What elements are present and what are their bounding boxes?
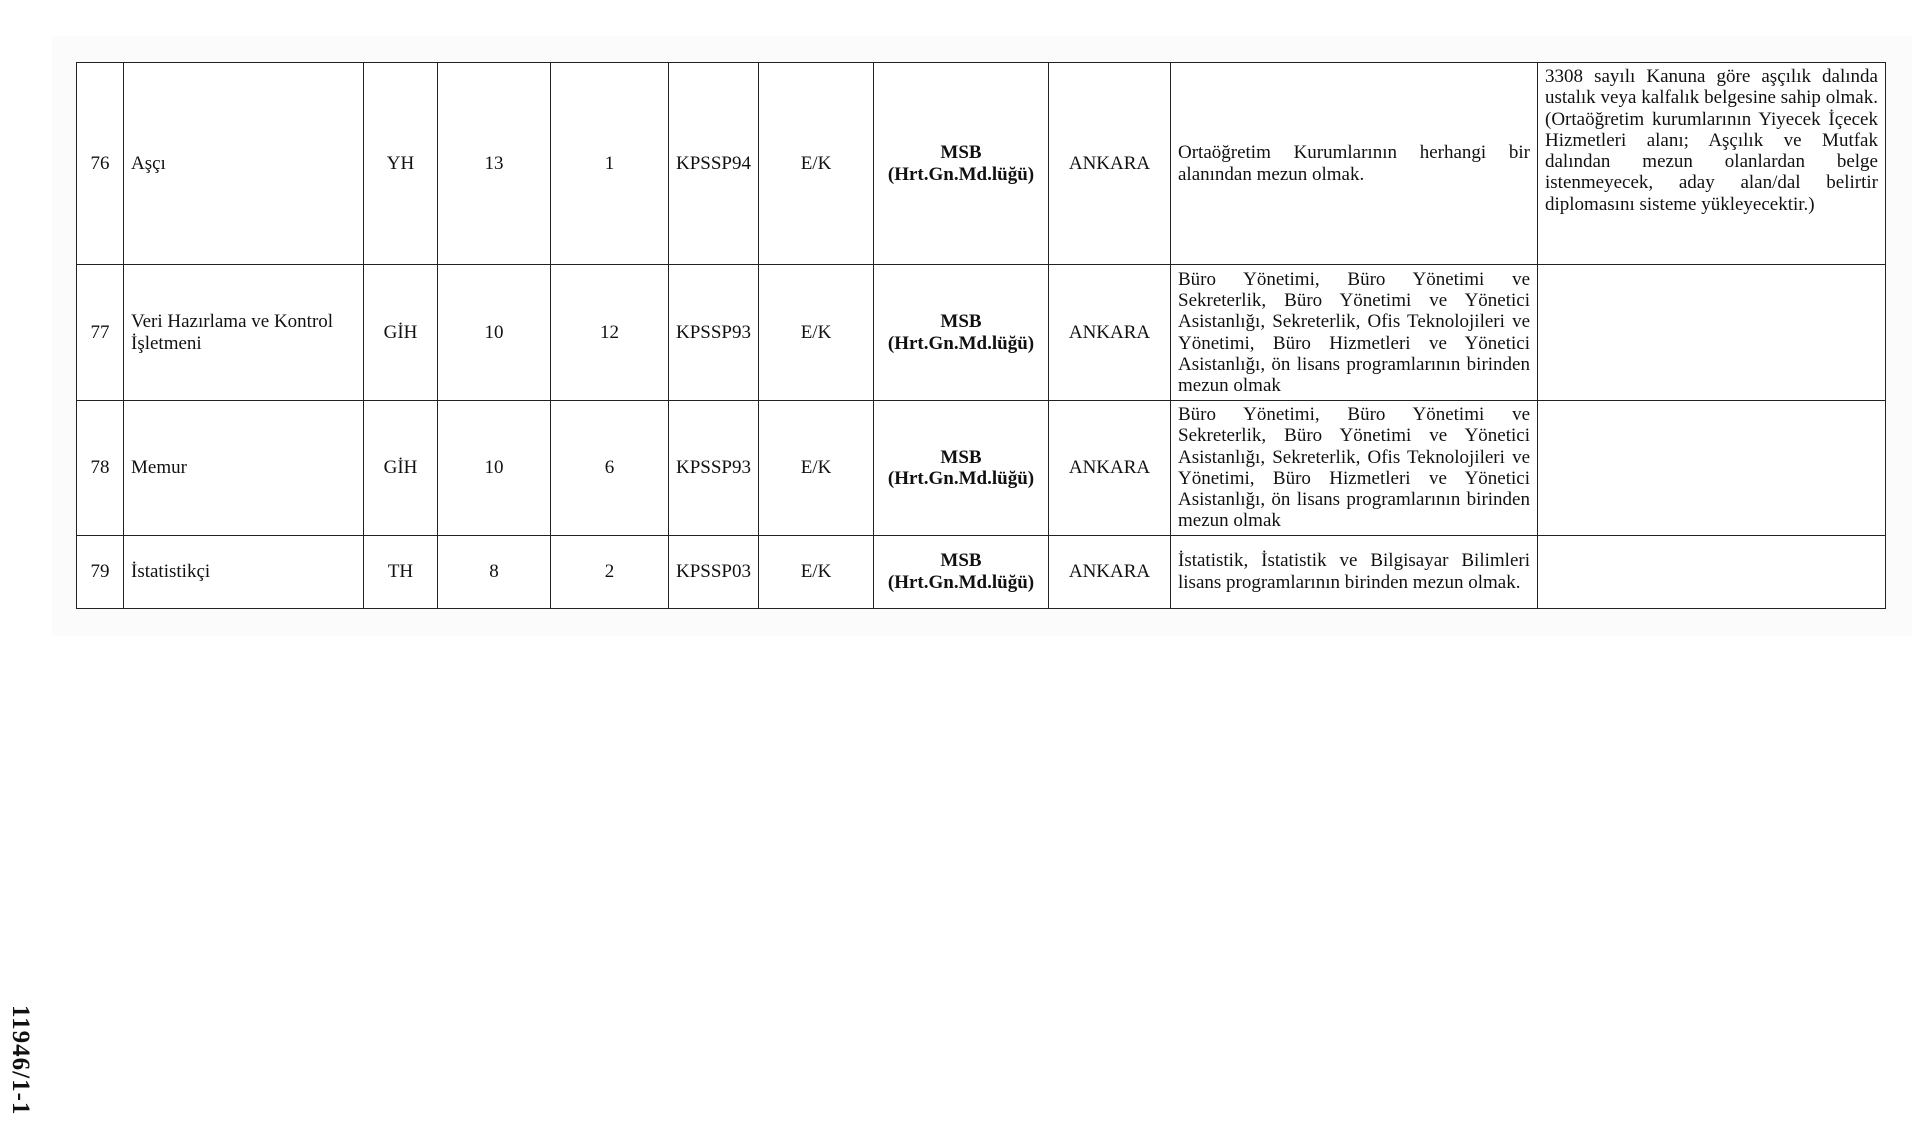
institution-unit: (Hrt.Gn.Md.lüğü) <box>887 571 1035 593</box>
institution-cell <box>874 401 1049 536</box>
table-row <box>77 401 1886 536</box>
gender: E/K <box>759 535 874 608</box>
institution-name: MSB <box>940 550 982 572</box>
institution-name: MSB <box>940 446 982 468</box>
notes <box>1538 265 1886 401</box>
score-type: KPSSP93 <box>669 265 759 401</box>
gender: E/K <box>759 63 874 265</box>
institution-cell <box>874 265 1049 401</box>
education-requirement: İstatistik, İstatistik ve Bilgisayar Bilimleri lisans programlarının birinden mezun olmak. <box>1171 535 1538 608</box>
class-code: YH <box>364 63 438 265</box>
notes <box>1538 535 1886 608</box>
institution-cell <box>874 535 1049 608</box>
position-title: Aşçı <box>124 63 364 265</box>
table-row <box>77 265 1886 401</box>
institution-name: MSB <box>940 142 982 164</box>
city: ANKARA <box>1049 63 1171 265</box>
degree: 10 <box>438 401 551 536</box>
table-row <box>77 63 1886 265</box>
city: ANKARA <box>1049 401 1171 536</box>
table-row <box>77 535 1886 608</box>
class-code: GİH <box>364 401 438 536</box>
notes: 3308 sayılı Kanuna göre aşçılık dalında ustalık veya kalfalık belgesine sahip olmak. (Ortaöğretim kurumlarının Yiyecek İçecek Hizmetleri alanı; Aşçılık ve Mutfak dalından mezun olanlardan belge istenmeyecek, aday alan/dal belirtir diplomasını sisteme yükleyecektir.) <box>1538 63 1886 265</box>
city: ANKARA <box>1049 265 1171 401</box>
institution-cell <box>874 63 1049 265</box>
position-title: Memur <box>124 401 364 536</box>
row-number: 79 <box>77 535 124 608</box>
row-number: 77 <box>77 265 124 401</box>
class-code: TH <box>364 535 438 608</box>
position-count: 1 <box>551 63 669 265</box>
notes <box>1538 401 1886 536</box>
position-title: Veri Hazırlama ve Kontrol İşletmeni <box>124 265 364 401</box>
institution-unit: (Hrt.Gn.Md.lüğü) <box>887 467 1035 489</box>
institution-unit: (Hrt.Gn.Md.lüğü) <box>887 332 1035 354</box>
gender: E/K <box>759 401 874 536</box>
degree: 8 <box>438 535 551 608</box>
gender: E/K <box>759 265 874 401</box>
education-requirement: Büro Yönetimi, Büro Yönetimi ve Sekreterlik, Büro Yönetimi ve Yönetici Asistanlığı, Sekreterlik, Ofis Teknolojileri ve Yönetimi, Büro Hizmetleri ve Yönetici Asistanlığı, ön lisans programlarının birinden mezun olmak <box>1171 401 1538 536</box>
class-code: GİH <box>364 265 438 401</box>
degree: 13 <box>438 63 551 265</box>
row-number: 76 <box>77 63 124 265</box>
position-count: 2 <box>551 535 669 608</box>
position-table <box>76 62 1886 609</box>
education-requirement: Ortaöğretim Kurumlarının herhangi bir alanından mezun olmak. <box>1171 63 1538 265</box>
score-type: KPSSP03 <box>669 535 759 608</box>
score-type: KPSSP94 <box>669 63 759 265</box>
position-count: 6 <box>551 401 669 536</box>
position-title: İstatistikçi <box>124 535 364 608</box>
institution-unit: (Hrt.Gn.Md.lüğü) <box>887 163 1035 185</box>
degree: 10 <box>438 265 551 401</box>
city: ANKARA <box>1049 535 1171 608</box>
institution-name: MSB <box>940 311 982 333</box>
education-requirement: Büro Yönetimi, Büro Yönetimi ve Sekreterlik, Büro Yönetimi ve Yönetici Asistanlığı, Sekreterlik, Ofis Teknolojileri ve Yönetimi, Büro Hizmetleri ve Yönetici Asistanlığı, ön lisans programlarının birinden mezun olmak <box>1171 265 1538 401</box>
side-reference-code: 11946/1-1 <box>7 1004 34 1116</box>
score-type: KPSSP93 <box>669 401 759 536</box>
row-number: 78 <box>77 401 124 536</box>
position-count: 12 <box>551 265 669 401</box>
